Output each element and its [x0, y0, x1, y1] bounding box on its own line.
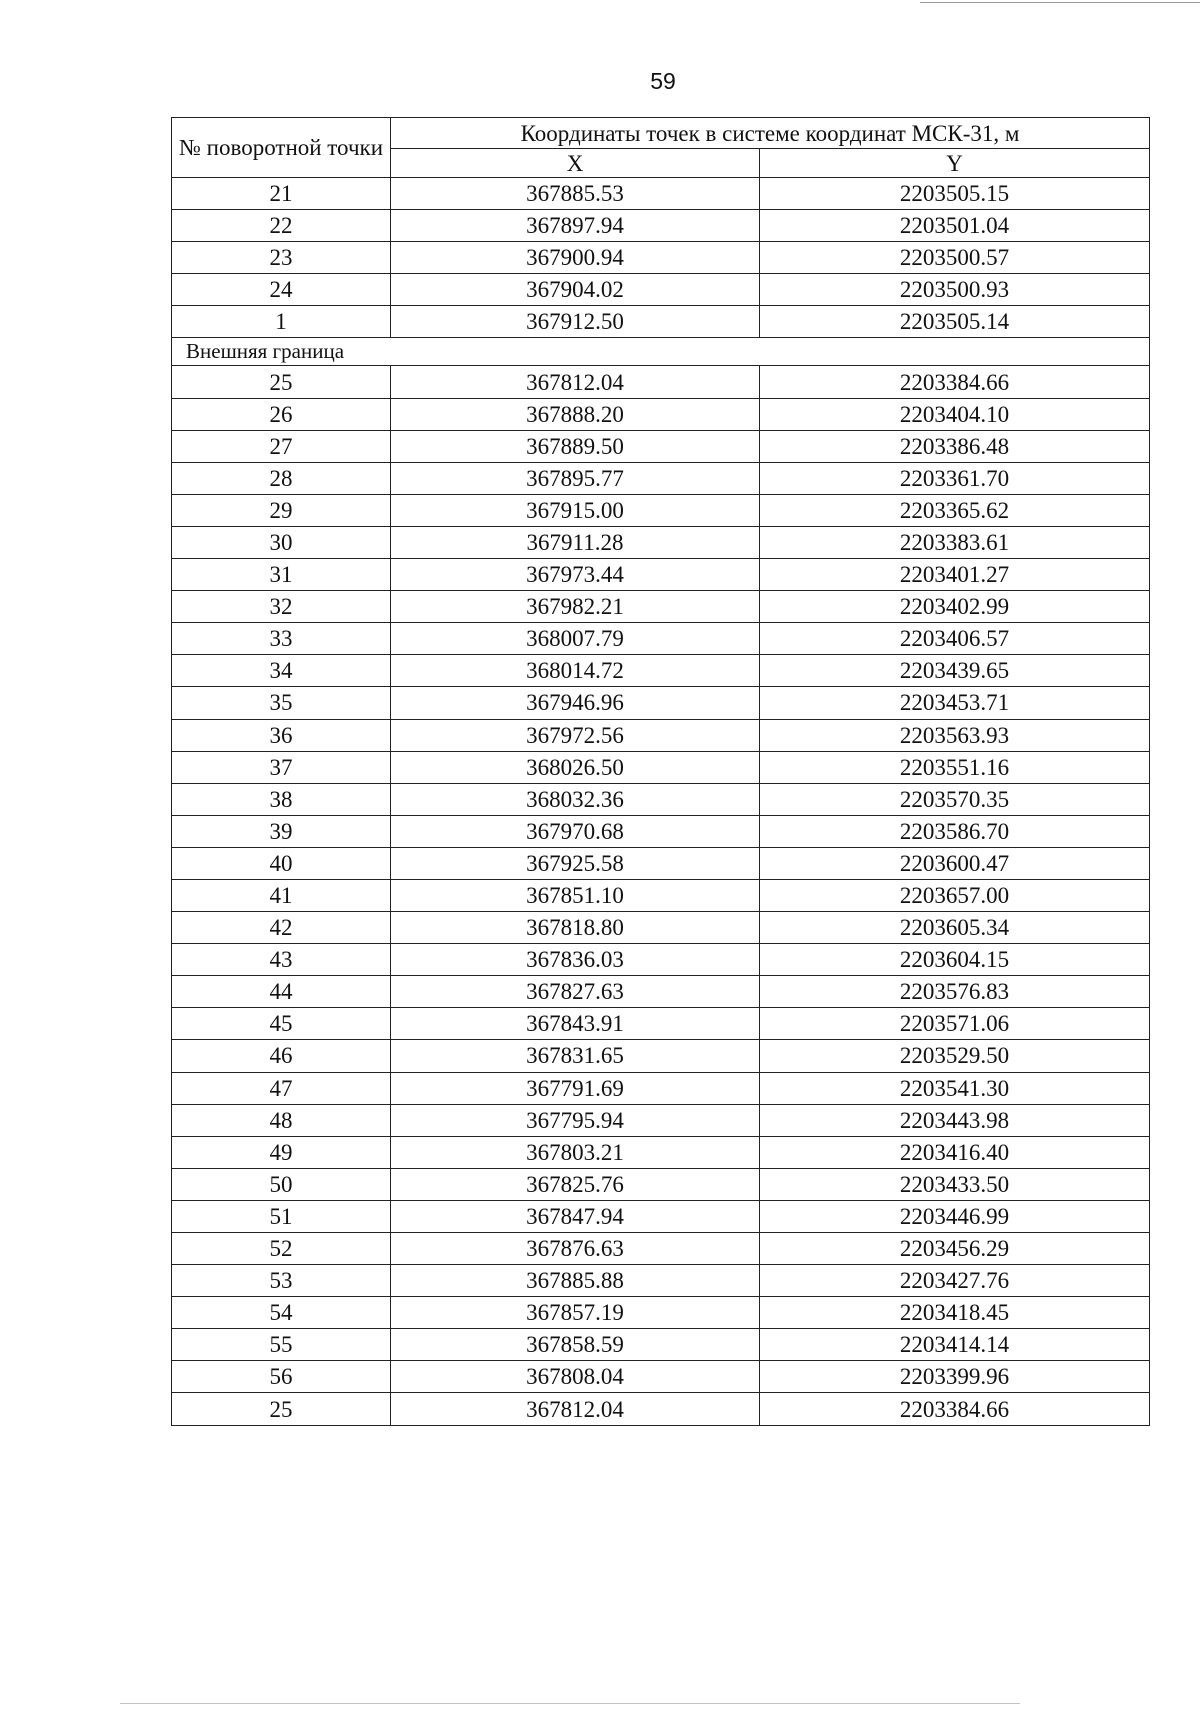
y-coordinate-cell: 2203563.93: [760, 719, 1150, 751]
x-coordinate-cell: 368014.72: [391, 655, 760, 687]
point-number-cell: 51: [172, 1200, 391, 1232]
y-coordinate-cell: 2203453.71: [760, 687, 1150, 719]
table-header: [172, 118, 1150, 178]
x-coordinate-cell: 367818.80: [391, 912, 760, 944]
table-row: [172, 178, 1150, 210]
point-number-cell: 25: [172, 366, 391, 398]
point-number-cell: 32: [172, 591, 391, 623]
table-row: [172, 1072, 1150, 1104]
point-number-cell: 22: [172, 210, 391, 242]
y-coordinate-cell: 2203433.50: [760, 1168, 1150, 1200]
y-coordinate-cell: 2203361.70: [760, 462, 1150, 494]
y-coordinate-cell: 2203443.98: [760, 1104, 1150, 1136]
table-row: [172, 1008, 1150, 1040]
table-row: [172, 655, 1150, 687]
y-coordinate-cell: 2203576.83: [760, 976, 1150, 1008]
x-coordinate-cell: 367973.44: [391, 559, 760, 591]
point-number-cell: 49: [172, 1136, 391, 1168]
point-number-cell: 46: [172, 1040, 391, 1072]
table-row: [172, 944, 1150, 976]
x-coordinate-cell: 367911.28: [391, 526, 760, 558]
table-body-top: [172, 178, 1150, 338]
x-coordinate-cell: 367889.50: [391, 430, 760, 462]
point-number-cell: 39: [172, 815, 391, 847]
table-row: [172, 559, 1150, 591]
y-coordinate-cell: 2203500.57: [760, 242, 1150, 274]
y-coordinate-cell: 2203384.66: [760, 1393, 1150, 1425]
point-number-cell: 47: [172, 1072, 391, 1104]
table-row: [172, 306, 1150, 338]
table-row: [172, 976, 1150, 1008]
table-row: [172, 494, 1150, 526]
y-coordinate-cell: 2203586.70: [760, 815, 1150, 847]
x-coordinate-cell: 367946.96: [391, 687, 760, 719]
x-coordinate-cell: 367812.04: [391, 366, 760, 398]
point-number-cell: 54: [172, 1297, 391, 1329]
y-coordinate-cell: 2203456.29: [760, 1233, 1150, 1265]
y-coordinate-cell: 2203383.61: [760, 526, 1150, 558]
point-number-cell: 26: [172, 398, 391, 430]
table-row: [172, 879, 1150, 911]
y-coordinate-cell: 2203416.40: [760, 1136, 1150, 1168]
y-coordinate-cell: 2203427.76: [760, 1265, 1150, 1297]
point-number-cell: 43: [172, 944, 391, 976]
scan-artifact-line: [120, 1703, 1020, 1704]
table-row: [172, 783, 1150, 815]
y-coordinate-cell: 2203386.48: [760, 430, 1150, 462]
y-coordinate-cell: 2203399.96: [760, 1361, 1150, 1393]
y-coordinate-cell: 2203418.45: [760, 1297, 1150, 1329]
x-coordinate-cell: 367970.68: [391, 815, 760, 847]
x-coordinate-cell: 367982.21: [391, 591, 760, 623]
y-coordinate-cell: 2203600.47: [760, 847, 1150, 879]
x-coordinate-cell: 367904.02: [391, 274, 760, 306]
point-number-cell: 42: [172, 912, 391, 944]
point-number-cell: 36: [172, 719, 391, 751]
table-row: [172, 687, 1150, 719]
point-number-cell: 41: [172, 879, 391, 911]
x-coordinate-cell: 367851.10: [391, 879, 760, 911]
x-coordinate-cell: 367885.88: [391, 1265, 760, 1297]
x-coordinate-cell: 367888.20: [391, 398, 760, 430]
y-coordinate-cell: 2203570.35: [760, 783, 1150, 815]
y-coordinate-cell: 2203604.15: [760, 944, 1150, 976]
table-row: [172, 1297, 1150, 1329]
table-body-outer-boundary: [172, 366, 1150, 1425]
point-number-cell: 55: [172, 1329, 391, 1361]
y-coordinate-cell: 2203406.57: [760, 623, 1150, 655]
point-number-cell: 23: [172, 242, 391, 274]
table-row: [172, 1168, 1150, 1200]
y-coordinate-cell: 2203505.14: [760, 306, 1150, 338]
y-coordinate-cell: 2203365.62: [760, 494, 1150, 526]
y-coordinate-cell: 2203501.04: [760, 210, 1150, 242]
point-number-cell: 28: [172, 462, 391, 494]
y-coordinate-cell: 2203401.27: [760, 559, 1150, 591]
y-coordinate-cell: 2203571.06: [760, 1008, 1150, 1040]
table-row: [172, 1136, 1150, 1168]
point-number-cell: 1: [172, 306, 391, 338]
point-number-cell: 50: [172, 1168, 391, 1200]
header-y: Y: [760, 149, 1150, 178]
y-coordinate-cell: 2203500.93: [760, 274, 1150, 306]
y-coordinate-cell: 2203439.65: [760, 655, 1150, 687]
y-coordinate-cell: 2203657.00: [760, 879, 1150, 911]
header-point-number: № поворотной точки: [172, 118, 391, 178]
point-number-cell: 30: [172, 526, 391, 558]
x-coordinate-cell: 367912.50: [391, 306, 760, 338]
x-coordinate-cell: 367803.21: [391, 1136, 760, 1168]
section-label: Внешняя граница: [172, 338, 1150, 366]
y-coordinate-cell: 2203384.66: [760, 366, 1150, 398]
x-coordinate-cell: 367925.58: [391, 847, 760, 879]
table-row: [172, 398, 1150, 430]
point-number-cell: 38: [172, 783, 391, 815]
table-row: [172, 242, 1150, 274]
y-coordinate-cell: 2203505.15: [760, 178, 1150, 210]
x-coordinate-cell: 367858.59: [391, 1329, 760, 1361]
table-row: [172, 847, 1150, 879]
x-coordinate-cell: 367915.00: [391, 494, 760, 526]
table-row: [172, 1233, 1150, 1265]
table-row: [172, 1040, 1150, 1072]
x-coordinate-cell: 367812.04: [391, 1393, 760, 1425]
table-row: [172, 462, 1150, 494]
x-coordinate-cell: 368032.36: [391, 783, 760, 815]
table-row: [172, 751, 1150, 783]
x-coordinate-cell: 367843.91: [391, 1008, 760, 1040]
table-row: [172, 815, 1150, 847]
x-coordinate-cell: 367836.03: [391, 944, 760, 976]
y-coordinate-cell: 2203404.10: [760, 398, 1150, 430]
x-coordinate-cell: 367897.94: [391, 210, 760, 242]
section-row: [172, 338, 1150, 366]
table-row: [172, 1361, 1150, 1393]
table-row: [172, 210, 1150, 242]
y-coordinate-cell: 2203541.30: [760, 1072, 1150, 1104]
x-coordinate-cell: 367791.69: [391, 1072, 760, 1104]
y-coordinate-cell: 2203446.99: [760, 1200, 1150, 1232]
x-coordinate-cell: 367876.63: [391, 1233, 760, 1265]
x-coordinate-cell: 367795.94: [391, 1104, 760, 1136]
table-row: [172, 591, 1150, 623]
x-coordinate-cell: 367972.56: [391, 719, 760, 751]
table-row: [172, 366, 1150, 398]
table-row: [172, 1104, 1150, 1136]
section-row-group: [172, 338, 1150, 366]
table-row: [172, 1265, 1150, 1297]
table-row: [172, 1200, 1150, 1232]
page-number: 59: [650, 68, 676, 94]
point-number-cell: 21: [172, 178, 391, 210]
x-coordinate-cell: 367847.94: [391, 1200, 760, 1232]
point-number-cell: 45: [172, 1008, 391, 1040]
point-number-cell: 25: [172, 1393, 391, 1425]
point-number-cell: 35: [172, 687, 391, 719]
x-coordinate-cell: 367857.19: [391, 1297, 760, 1329]
table-row: [172, 912, 1150, 944]
x-coordinate-cell: 367831.65: [391, 1040, 760, 1072]
table-row: [172, 430, 1150, 462]
table-row: [172, 1329, 1150, 1361]
y-coordinate-cell: 2203605.34: [760, 912, 1150, 944]
point-number-cell: 56: [172, 1361, 391, 1393]
x-coordinate-cell: 367895.77: [391, 462, 760, 494]
point-number-cell: 48: [172, 1104, 391, 1136]
x-coordinate-cell: 367885.53: [391, 178, 760, 210]
x-coordinate-cell: 367900.94: [391, 242, 760, 274]
point-number-cell: 44: [172, 976, 391, 1008]
table-row: [172, 274, 1150, 306]
table-row: [172, 623, 1150, 655]
point-number-cell: 40: [172, 847, 391, 879]
point-number-cell: 31: [172, 559, 391, 591]
header-coordinates: Координаты точек в системе координат МСК-31, м: [391, 118, 1150, 149]
table-row: [172, 719, 1150, 751]
x-coordinate-cell: 367825.76: [391, 1168, 760, 1200]
point-number-cell: 52: [172, 1233, 391, 1265]
point-number-cell: 34: [172, 655, 391, 687]
point-number-cell: 37: [172, 751, 391, 783]
x-coordinate-cell: 368026.50: [391, 751, 760, 783]
y-coordinate-cell: 2203402.99: [760, 591, 1150, 623]
header-x: X: [391, 149, 760, 178]
x-coordinate-cell: 368007.79: [391, 623, 760, 655]
x-coordinate-cell: 367827.63: [391, 976, 760, 1008]
point-number-cell: 29: [172, 494, 391, 526]
table-row: [172, 526, 1150, 558]
point-number-cell: 24: [172, 274, 391, 306]
scan-artifact-line: [920, 2, 1200, 3]
point-number-cell: 33: [172, 623, 391, 655]
x-coordinate-cell: 367808.04: [391, 1361, 760, 1393]
point-number-cell: 53: [172, 1265, 391, 1297]
y-coordinate-cell: 2203414.14: [760, 1329, 1150, 1361]
table-row: [172, 1393, 1150, 1425]
y-coordinate-cell: 2203551.16: [760, 751, 1150, 783]
y-coordinate-cell: 2203529.50: [760, 1040, 1150, 1072]
coordinates-table: [171, 117, 1150, 1426]
point-number-cell: 27: [172, 430, 391, 462]
